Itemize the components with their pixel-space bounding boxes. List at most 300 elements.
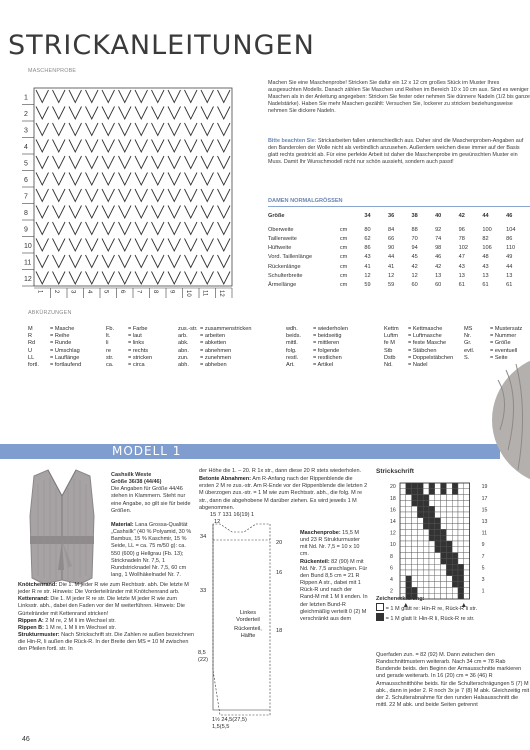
abbreviation-definition: = folgende: [313, 347, 340, 354]
abbreviation-definition: = fortlaufend: [50, 362, 82, 369]
chart-cell: [412, 553, 418, 559]
chart-cell: [412, 570, 418, 576]
abbreviation-definition: = Luftmasche: [408, 333, 442, 340]
abbreviation-definition: = links: [128, 340, 145, 347]
chart-cell: [429, 518, 435, 524]
abbreviation-definition: = zusammenstricken: [200, 326, 252, 332]
abbreviation-definition: = restlichen: [313, 354, 342, 361]
chart-row-label: 15: [481, 507, 488, 514]
chart-cell: [417, 495, 423, 501]
chart-cell: [400, 506, 406, 512]
measurement-unit: cm: [339, 263, 348, 270]
rippen-b-heading: Rippen B:: [18, 624, 44, 631]
chart-cell: [464, 524, 470, 530]
chart-cell: [458, 512, 464, 518]
chart-cell: [406, 576, 412, 582]
measurement-value: 41: [387, 263, 395, 270]
abbreviation: Fb.: [106, 326, 115, 332]
abbreviation-definition: = Größe: [490, 340, 511, 347]
chart-cell: [446, 576, 452, 582]
abbreviation: Luftm: [384, 333, 398, 340]
chart-cell: [446, 529, 452, 535]
chart-cell: [429, 553, 435, 559]
sizes-header-row: [268, 211, 530, 220]
measurement-value: 42: [435, 263, 442, 270]
material-heading: Material:: [111, 522, 134, 528]
sizes-table: [268, 211, 530, 290]
chart-cell: [406, 483, 412, 489]
chart-cell: [423, 518, 429, 524]
chart-cell: [435, 495, 441, 501]
measurement-value: 59: [364, 281, 371, 288]
size-column-header: 36: [387, 212, 395, 219]
measurement-value: 59: [387, 281, 395, 288]
chart-cell: [441, 541, 447, 547]
chart-cell: [417, 506, 423, 512]
measurement-value: 42: [411, 263, 418, 270]
chart-row-label: 10: [390, 542, 396, 549]
schematic-left-num-3: 8,5 (22): [198, 650, 208, 663]
chart-cell: [452, 541, 458, 547]
schematic-top-number2: 12: [214, 519, 221, 525]
abbreviation-definition: = zunehmen: [200, 354, 231, 361]
material-text: Lana Grossa-Qualität „Cashsilk" (40 % Polyamid, 30 % Bambus, 15 % Kaschmir, 15 % Seide, LL = ca. 75 m/50 g): ca. 550 (600) g Hellgrau (Fb. 13); Stricknadeln Nr. 7,5, 1 Rundstricknadel Nr. 7,5, 60 cm lang, 1 Wollhäkelnadel Nr. 7.: [111, 522, 192, 579]
row-number: 5: [24, 160, 28, 168]
abbreviation-definition: = Reihe: [50, 333, 70, 340]
chart-cell: [452, 535, 458, 541]
measurement-name: Hüftweite: [268, 245, 292, 252]
size-column-header: 44: [482, 212, 489, 219]
chart-cell: [464, 518, 470, 524]
abbreviation: Gr.: [464, 340, 472, 347]
chart-cell: [412, 547, 418, 553]
chart-cell: [417, 529, 423, 535]
chart-row-label: 4: [390, 577, 393, 584]
chart-cell: [406, 564, 412, 570]
measurement-value: 78: [458, 235, 465, 242]
table-row: [268, 234, 530, 243]
chart-cell: [417, 558, 423, 564]
chart-cell: [452, 576, 458, 582]
abbreviation-definition: = Seite: [490, 354, 508, 361]
chart-cell: [429, 558, 435, 564]
chart-cell: [441, 576, 447, 582]
chart-row-label: 8: [390, 553, 393, 560]
chart-cell: [452, 524, 458, 530]
chart-cell: [429, 489, 435, 495]
abbreviation: str.: [106, 354, 114, 361]
chart-cell: [400, 535, 406, 541]
chart-cell: [423, 582, 429, 588]
chart-cell: [406, 518, 412, 524]
legend-title: Zeichenerklärung:: [376, 596, 425, 602]
chart-cell: [446, 587, 452, 593]
chart-cell: [412, 489, 418, 495]
abbreviation-column: [178, 326, 198, 369]
schematic-label-ruecken: Rückenteil, Hälfte: [234, 626, 262, 639]
chart-cell: [464, 535, 470, 541]
kettenrand-text: Die 1. M jeder R re str. Die letzte M jeder R wie zum Linksstr. abh., dabei den Faden vor der M weiterführen. Hinweis: Die Gürtelränder mit Kettenrand stricken!: [18, 596, 185, 617]
chart-row-label: 5: [481, 565, 485, 572]
abbreviation: M: [28, 326, 33, 332]
abbreviation-definition: = mittleren: [313, 340, 340, 347]
row-number: 4: [24, 144, 28, 152]
chart-cell: [417, 483, 423, 489]
kettenrand-heading: Kettenrand:: [18, 596, 49, 603]
chart-cell: [400, 558, 406, 564]
note-paragraph: [268, 138, 530, 166]
instructions-col3: [300, 530, 368, 623]
chart-cell: [452, 558, 458, 564]
abbreviation: S.: [464, 354, 470, 361]
chart-cell: [406, 558, 412, 564]
measurement-value: 62: [364, 235, 371, 242]
measurement-value: 43: [482, 263, 489, 270]
material-continued: [18, 568, 196, 575]
chart-cell: [417, 553, 423, 559]
chart-row-label: 1: [481, 588, 485, 595]
maschenprobe-heading: Maschenprobe:: [300, 530, 341, 536]
chart-cell: [458, 535, 464, 541]
chart-cell: [452, 593, 458, 599]
abbreviation: lt.: [106, 333, 111, 340]
abbreviations-heading: ABKÜRZUNGEN: [28, 310, 72, 316]
table-row: [268, 244, 530, 253]
chart-cell: [441, 547, 447, 553]
row-number: 8: [24, 210, 28, 218]
chart-cell: [458, 495, 464, 501]
measurement-value: 13: [435, 272, 442, 279]
row-number: 12: [24, 276, 32, 284]
col-number: 2: [52, 290, 59, 294]
chart-cell: [464, 506, 470, 512]
instructions-col4: Querfaden zun. = 82 (92) M. Dann zwischen den Randschnittmustern weiterarb. Nach 34 cm = 78 Rab Bundende beids. den Beginn der Armausschnitte markieren und gerade weiterarb. In 16 (20) cm = 36 (46) R Armausschnitthöhe beids. für die Schulterschrägungen 5 (7) M abk., dann in jeder 2. R noch 3x je 7 (8) M abk. Gleichzeitig mit der 2. Schulterabnahme für den runden Halsausschnitt die mittl. 22 M abk. und beide Seiten getrennt: [376, 652, 530, 709]
chart-cell: [464, 558, 470, 564]
chart-cell: [452, 500, 458, 506]
chart-cell: [423, 570, 429, 576]
col-number: 5: [102, 290, 109, 294]
chart-cell: [435, 524, 441, 530]
measurement-value: 96: [458, 226, 465, 233]
product-title: Cashsilk Weste: [111, 472, 152, 478]
chart-cell: [423, 524, 429, 530]
measurement-value: 84: [387, 226, 395, 233]
chart-cell: [446, 570, 452, 576]
measurement-value: 61: [458, 281, 465, 288]
chart-cell: [400, 582, 406, 588]
schematic-left-num-2: 33: [200, 588, 207, 594]
abbreviation-column: [286, 326, 301, 369]
col-number: 8: [151, 290, 158, 294]
abbreviation-column: [106, 326, 114, 369]
chart-cell: [400, 500, 406, 506]
chart-row-label: 9: [481, 542, 485, 549]
measurement-value: 13: [506, 272, 513, 279]
chart-cell: [400, 495, 406, 501]
chart-cell: [435, 506, 441, 512]
chart-cell: [446, 512, 452, 518]
knitting-chart: [376, 481, 526, 595]
abbreviation-definition: = Lauflänge: [50, 354, 80, 361]
abbreviation-definition: = feste Masche: [408, 340, 447, 347]
chart-cell: [464, 512, 470, 518]
row-number: 1: [24, 94, 28, 102]
abbreviation: Rd: [28, 340, 36, 347]
sizes-label: Größe: [268, 212, 285, 219]
chart-cell: [412, 564, 418, 570]
measurement-value: 61: [482, 281, 489, 288]
page-title: STRICKANLEITUNGEN: [8, 30, 315, 61]
chart-cell: [417, 535, 423, 541]
chart-cell: [400, 547, 406, 553]
chart-cell: [429, 564, 435, 570]
table-row: [268, 225, 530, 234]
chart-row-label: 2: [390, 588, 393, 595]
abbreviation: fortl.: [28, 362, 39, 369]
schematic-label-vorderteil: Linkes Vorderteil: [236, 610, 260, 623]
chart-cell: [441, 587, 447, 593]
material-block-top: [111, 522, 196, 579]
chart-cell: [412, 587, 418, 593]
chart-cell: [412, 483, 418, 489]
schematic-right-num-1: 20: [276, 540, 283, 546]
chart-cell: [441, 512, 447, 518]
betonte-heading: Betonte Abnahmen:: [199, 476, 252, 483]
col-number: 1: [36, 290, 43, 294]
abbreviation: R: [28, 333, 33, 340]
chart-cell: [417, 518, 423, 524]
schematic-right-num-2: 16: [276, 570, 283, 576]
chart-cell: [452, 547, 458, 553]
measurement-value: 12: [364, 272, 371, 279]
row-number: 2: [24, 111, 28, 119]
chart-cell: [464, 593, 470, 599]
chart-row-label: 18: [390, 495, 396, 502]
abbreviation: Dstb: [384, 354, 396, 361]
size-column-header: 42: [458, 212, 465, 219]
chart-cell: [400, 576, 406, 582]
abbreviations-list: [28, 326, 528, 386]
chart-cell: [452, 570, 458, 576]
abbreviation: li: [106, 340, 109, 347]
chart-cell: [452, 553, 458, 559]
abbreviation: folg.: [286, 347, 297, 354]
chart-cell: [417, 564, 423, 570]
chart-cell: [406, 524, 412, 530]
measurement-value: 100: [482, 226, 492, 233]
chart-cell: [429, 495, 435, 501]
chart-cell: [423, 564, 429, 570]
measurement-unit: cm: [339, 235, 348, 242]
chart-cell: [452, 512, 458, 518]
table-row: [268, 253, 530, 262]
abbreviation-definition: = rechts: [128, 347, 149, 354]
abbreviation-definition: = arbeiten: [200, 333, 226, 340]
chart-cell: [423, 587, 429, 593]
swatch-grid: [22, 80, 250, 297]
chart-cell: [412, 558, 418, 564]
abbreviation: Stb: [384, 347, 393, 354]
chart-cell: [423, 512, 429, 518]
chart-cell: [412, 506, 418, 512]
chart-cell: [423, 576, 429, 582]
col-number: 3: [69, 290, 76, 294]
chart-cell: [458, 489, 464, 495]
legend-swatch-purl: [376, 613, 384, 621]
chart-cell: [429, 593, 435, 599]
col-number: 12: [217, 290, 224, 297]
chart-cell: [400, 553, 406, 559]
chart-cell: [423, 541, 429, 547]
chart-cell: [458, 582, 464, 588]
maschenprobe-text: 15,5 M und 23 R Strukturmuster mit Nd. Nr. 7,5 = 10 x 10 cm.: [300, 530, 360, 558]
abbreviation: LL: [28, 354, 35, 361]
chart-cell: [464, 570, 470, 576]
chart-cell: [417, 500, 423, 506]
table-row: [268, 280, 530, 289]
chart-cell: [446, 518, 452, 524]
definition-column: [128, 326, 152, 369]
col-number: 10: [184, 290, 191, 297]
chart-cell: [452, 587, 458, 593]
chart-cell: [429, 582, 435, 588]
chart-cell: [406, 506, 412, 512]
chart-cell: [458, 593, 464, 599]
abbreviation-column: [384, 326, 399, 369]
chart-cell: [406, 495, 412, 501]
strukturmuster-text: Nach Strickschrift str. Die Zahlen re außen bezeichnen die Hin-R, li außen die Rück-R. In der Breite den MS = 10 M zwischen den Pfeilen fortl. str. In: [18, 632, 195, 653]
chart-cell: [435, 535, 441, 541]
chart-cell: [435, 518, 441, 524]
measurement-value: 49: [506, 254, 513, 261]
legend-text-2: = 1 M glatt li: Hin-R li, Rück-R re str.: [385, 616, 475, 622]
chart-cell: [417, 489, 423, 495]
chart-cell: [435, 558, 441, 564]
chart-cell: [458, 570, 464, 576]
schematic-right-num-3: 18: [276, 628, 283, 634]
chart-cell: [412, 512, 418, 518]
modell-label: MODELL 1: [112, 444, 182, 458]
measurement-value: 88: [411, 226, 418, 233]
abbreviation-definition: = laut: [128, 333, 142, 340]
definition-column: [200, 326, 251, 369]
chart-cell: [441, 489, 447, 495]
chart-cell: [441, 553, 447, 559]
chart-cell: [400, 524, 406, 530]
measurement-name: Vord. Taillenlänge: [268, 254, 313, 261]
legend-swatch-knit: [376, 603, 384, 611]
chart-cell: [406, 489, 412, 495]
abbreviation-definition: = Stäbchen: [408, 347, 437, 354]
ruecken-text: 82 (90) M mit Nd. Nr. 7,5 anschlagen. Für den Bund 8,5 cm = 21 R Rippen A str., dabei mit 1 Rück-R und nach der Rand-M mit 1 M li enden. In der letzten Bund-R gleichmäßig verteilt 0 (2) M verschränkt aus dem: [300, 558, 368, 622]
table-row: [268, 262, 530, 271]
abbreviation: beids.: [286, 333, 301, 340]
chart-row-label: 14: [390, 519, 396, 526]
abbreviation-definition: = beidseitig: [313, 333, 342, 340]
abbreviation: zun.: [178, 354, 189, 361]
chart-cell: [458, 564, 464, 570]
abbreviation-column: [464, 326, 474, 362]
schematic-bottom-numbers: 1½ 24,5(27,5): [212, 717, 247, 723]
definition-column: [313, 326, 348, 369]
modell-header: [111, 472, 196, 515]
row-number: 6: [24, 177, 28, 185]
measurement-value: 74: [435, 235, 442, 242]
abbreviation: MS: [464, 326, 473, 332]
chart-cell: [464, 541, 470, 547]
measurement-name: Ärmellänge: [268, 281, 297, 288]
chart-cell: [441, 593, 447, 599]
chart-row-label: 20: [390, 484, 396, 491]
instructions-col1: [18, 568, 196, 750]
chart-cell: [446, 558, 452, 564]
chart-cell: [400, 512, 406, 518]
chart-cell: [452, 582, 458, 588]
abbreviation: ca.: [106, 362, 114, 369]
measurement-name: Oberweite: [268, 226, 294, 233]
chart-cell: [417, 547, 423, 553]
measurement-value: 12: [411, 272, 418, 279]
measurement-value: 86: [506, 235, 513, 242]
chart-cell: [429, 541, 435, 547]
chart-cell: [446, 593, 452, 599]
chart-cell: [446, 564, 452, 570]
chart-cell: [446, 524, 452, 530]
measurement-value: 80: [364, 226, 371, 233]
measurement-value: 44: [387, 254, 395, 261]
chart-cell: [417, 576, 423, 582]
chart-cell: [435, 582, 441, 588]
col-number: 9: [168, 290, 175, 294]
chart-cell: [412, 500, 418, 506]
chart-cell: [412, 518, 418, 524]
chart-cell: [417, 541, 423, 547]
abbreviation-definition: = circa: [128, 362, 145, 369]
abbreviation-definition: = Kettmasche: [408, 326, 443, 332]
swatch-border: [34, 88, 232, 286]
measurement-value: 45: [411, 254, 418, 261]
chart-cell: [441, 558, 447, 564]
chart-cell: [429, 512, 435, 518]
chart-cell: [458, 529, 464, 535]
chart-cell: [464, 576, 470, 582]
chart-cell: [406, 587, 412, 593]
chart-cell: [423, 553, 429, 559]
chart-cell: [423, 535, 429, 541]
chart-cell: [464, 529, 470, 535]
measurement-value: 66: [387, 235, 395, 242]
rippen-a-text: 2 M re, 2 M li im Wechsel str.: [43, 617, 116, 624]
measurement-name: Schulterbreite: [268, 272, 303, 279]
chart-cell: [441, 529, 447, 535]
measurement-unit: cm: [339, 245, 348, 252]
knoetchenrand-heading: Knötchenrand:: [18, 582, 58, 588]
abbreviation: mittl.: [286, 340, 298, 347]
chart-cell: [458, 518, 464, 524]
chart-cell: [452, 483, 458, 489]
col-number: 7: [135, 290, 142, 294]
chart-cell: [406, 529, 412, 535]
chart-cell: [458, 587, 464, 593]
abbreviation: restl.: [286, 354, 299, 361]
chart-cell: [429, 535, 435, 541]
chart-cell: [452, 564, 458, 570]
row-number: 7: [24, 193, 28, 201]
abbreviation-column: [28, 326, 39, 369]
abbreviation-definition: = Doppelstäbchen: [408, 354, 454, 361]
modell-banner: [0, 444, 500, 459]
abbreviation-definition: = Farbe: [128, 326, 148, 332]
